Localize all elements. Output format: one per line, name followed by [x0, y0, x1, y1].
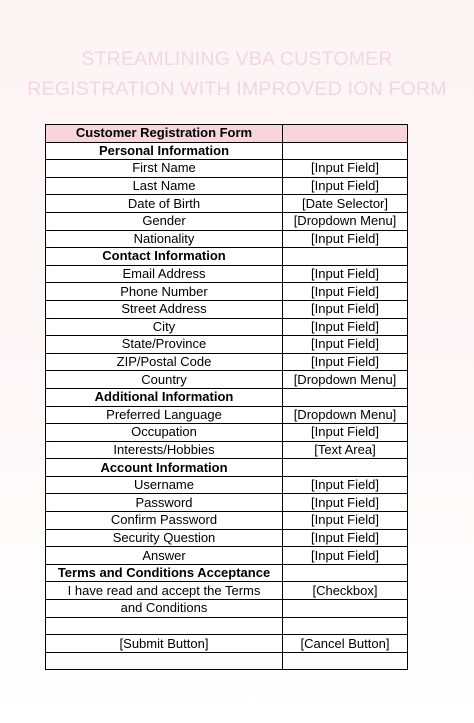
table-row: [46, 406, 408, 424]
table-row: [46, 582, 408, 600]
field-label: Occupation: [46, 424, 283, 442]
table-row: [46, 212, 408, 230]
field-label: Confirm Password: [46, 512, 283, 530]
table-row: [46, 441, 408, 459]
field-control-placeholder: [Input Field]: [283, 529, 408, 547]
section-row: [46, 564, 408, 582]
field-control-placeholder: [283, 600, 408, 618]
field-label: [Submit Button]: [46, 635, 283, 653]
field-control-placeholder: [283, 617, 408, 635]
field-control-placeholder: [Input Field]: [283, 230, 408, 248]
table-row: [46, 318, 408, 336]
table-row: [46, 512, 408, 530]
field-label: Username: [46, 476, 283, 494]
field-label: ZIP/Postal Code: [46, 353, 283, 371]
field-control-placeholder: [Dropdown Menu]: [283, 406, 408, 424]
field-control-placeholder: [Input Field]: [283, 160, 408, 178]
table-row: [46, 265, 408, 283]
form-sheet: [45, 124, 407, 654]
field-control-placeholder: [Date Selector]: [283, 195, 408, 213]
field-label: [46, 652, 283, 670]
field-control-placeholder: [Input Field]: [283, 336, 408, 354]
section-row: [46, 388, 408, 406]
table-row: [46, 371, 408, 389]
field-label: City: [46, 318, 283, 336]
field-label: Gender: [46, 212, 283, 230]
page-title-line-1: STREAMLINING VBA CUSTOMER: [81, 48, 393, 70]
field-control-placeholder: [Input Field]: [283, 476, 408, 494]
field-control-placeholder: [Input Field]: [283, 283, 408, 301]
table-row: [46, 160, 408, 178]
table-row: [46, 494, 408, 512]
field-label: Nationality: [46, 230, 283, 248]
field-control-placeholder: [Input Field]: [283, 353, 408, 371]
section-heading: Account Information: [46, 459, 283, 477]
section-row: [46, 142, 408, 160]
field-control-placeholder: [Input Field]: [283, 300, 408, 318]
field-control-placeholder: [Input Field]: [283, 265, 408, 283]
field-control-placeholder: [283, 564, 408, 582]
field-label: Password: [46, 494, 283, 512]
section-heading: Additional Information: [46, 388, 283, 406]
field-control-placeholder: [Input Field]: [283, 177, 408, 195]
field-control-placeholder: [Input Field]: [283, 494, 408, 512]
page-title: [0, 44, 474, 104]
table-row: [46, 195, 408, 213]
field-label: Interests/Hobbies: [46, 441, 283, 459]
field-label: Phone Number: [46, 283, 283, 301]
section-heading: Contact Information: [46, 248, 283, 266]
table-row: [46, 336, 408, 354]
field-control-placeholder: [Input Field]: [283, 318, 408, 336]
field-control-placeholder: [Input Field]: [283, 547, 408, 565]
field-label: [46, 617, 283, 635]
field-control-placeholder: [Cancel Button]: [283, 635, 408, 653]
field-control-placeholder: [283, 652, 408, 670]
field-control-placeholder: [Text Area]: [283, 441, 408, 459]
field-control-placeholder: [Dropdown Menu]: [283, 371, 408, 389]
field-label: Date of Birth: [46, 195, 283, 213]
field-label: Last Name: [46, 177, 283, 195]
section-heading: Personal Information: [46, 142, 283, 160]
field-label: Answer: [46, 547, 283, 565]
section-heading: Terms and Conditions Acceptance: [46, 564, 283, 582]
section-row: [46, 248, 408, 266]
field-control-placeholder: [Input Field]: [283, 512, 408, 530]
table-row: [46, 600, 408, 618]
field-label: Preferred Language: [46, 406, 283, 424]
table-row: [46, 529, 408, 547]
page-title-line-2: REGISTRATION WITH IMPROVED ION FORM: [27, 78, 447, 100]
table-row: [46, 476, 408, 494]
field-label: I have read and accept the Terms: [46, 582, 283, 600]
form-title-cell: Customer Registration Form: [46, 125, 283, 143]
field-label: Street Address: [46, 300, 283, 318]
table-row: [46, 353, 408, 371]
table-row: [46, 230, 408, 248]
table-row: [46, 635, 408, 653]
field-label: Country: [46, 371, 283, 389]
field-control-placeholder: [Input Field]: [283, 424, 408, 442]
table-row: [46, 424, 408, 442]
registration-table: [45, 124, 408, 670]
blank-row: [46, 617, 408, 635]
table-row: [46, 177, 408, 195]
field-control-placeholder: [283, 388, 408, 406]
table-row: [46, 283, 408, 301]
field-control-placeholder: [Dropdown Menu]: [283, 212, 408, 230]
field-control-placeholder: [283, 142, 408, 160]
field-control-placeholder: [Checkbox]: [283, 582, 408, 600]
field-label: and Conditions: [46, 600, 283, 618]
header-empty-cell: [283, 125, 408, 143]
table-header-row: [46, 125, 408, 143]
field-label: Email Address: [46, 265, 283, 283]
field-label: Security Question: [46, 529, 283, 547]
field-control-placeholder: [283, 248, 408, 266]
table-row: [46, 300, 408, 318]
field-control-placeholder: [283, 459, 408, 477]
table-row: [46, 547, 408, 565]
section-row: [46, 459, 408, 477]
field-label: First Name: [46, 160, 283, 178]
blank-row: [46, 652, 408, 670]
field-label: State/Province: [46, 336, 283, 354]
